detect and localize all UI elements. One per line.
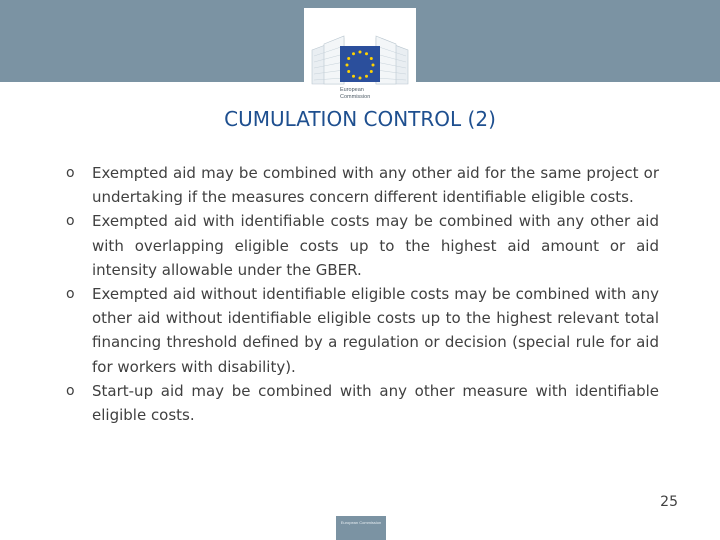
bullet-item-2 (66, 209, 659, 282)
bullet-list (66, 161, 659, 427)
slide-title: CUMULATION CONTROL (2) (224, 107, 496, 131)
logo-text-line1: European (340, 87, 364, 93)
logo-text (340, 87, 400, 100)
bullet-item-1 (66, 161, 659, 209)
bullet-text-3: Exempted aid without identifiable eligible costs may be combined with any other aid without identifiable eligible costs up to the highest relevant total financing threshold defined by a regulation or decision (special rule for aid for workers with disability). (92, 285, 659, 376)
european-commission-logo (304, 8, 416, 104)
footer-logo-text: European Commission (340, 520, 382, 525)
commission-building-icon (304, 8, 416, 88)
bullet-item-4 (66, 379, 659, 427)
logo-text-line2: Commission (340, 93, 371, 100)
bullet-marker-icon: o (66, 213, 75, 230)
bullet-text-4: Start-up aid may be combined with any other measure with identifiable eligible costs. (92, 381, 659, 425)
bullet-marker-icon: o (66, 165, 75, 181)
bullet-text-2: Exempted aid with identifiable costs may be combined with any other aid with overlapping eligible costs up to the highest aid amount or aid intensity allowable under the GBER. (92, 212, 659, 279)
page-number: 25 (660, 494, 678, 510)
bullet-text-1: Exempted aid may be combined with any other aid for the same project or undertaking if the measures concern different identifiable eligible costs. (92, 164, 659, 207)
bullet-marker-icon: o (66, 286, 75, 303)
bullet-item-3 (66, 282, 659, 379)
footer-logo (336, 516, 386, 540)
bullet-marker-icon: o (66, 382, 75, 399)
